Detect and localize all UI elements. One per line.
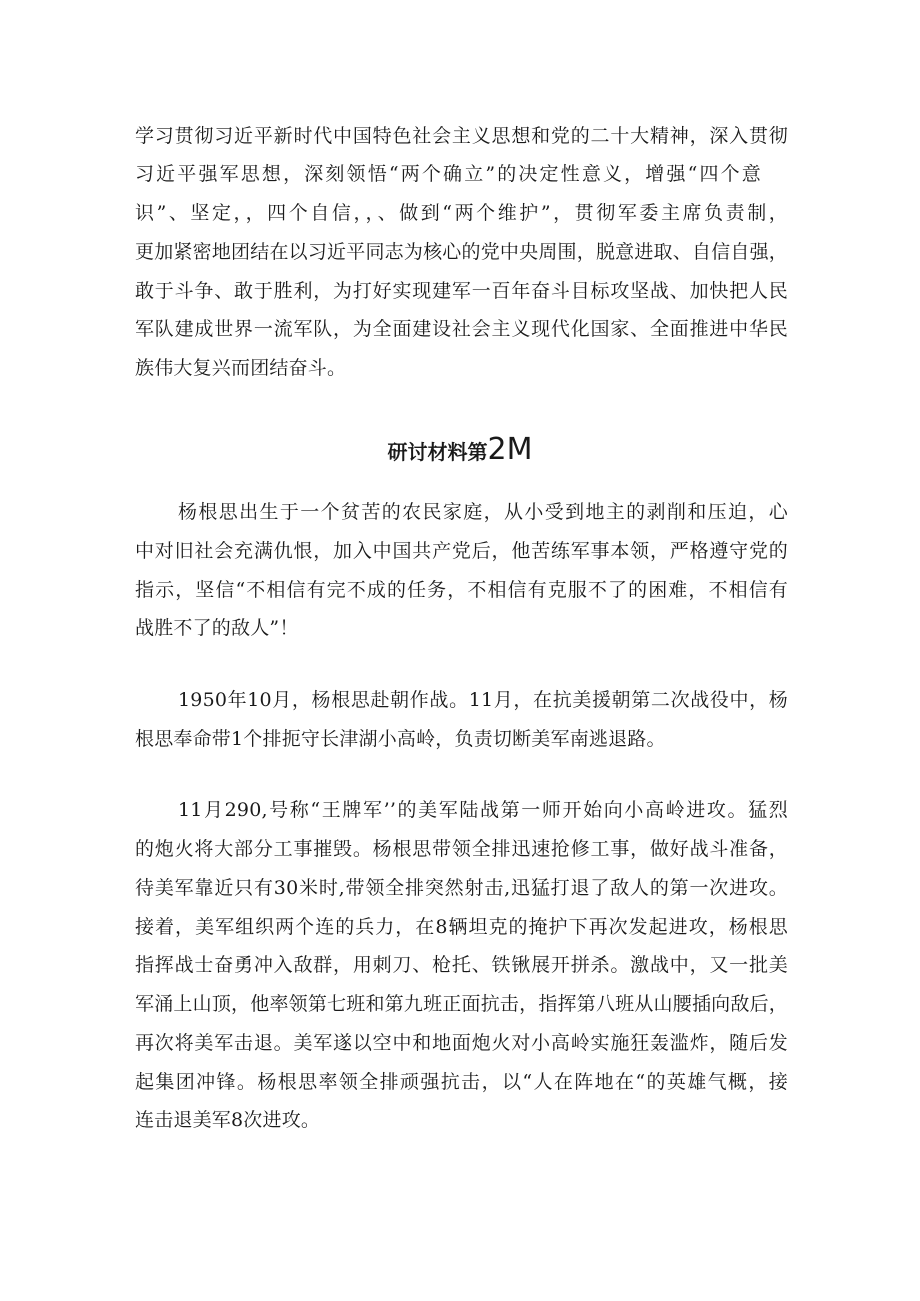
paragraph-2-line: 中对旧社会充满仇恨，加入中国共产党后，他苦练军事本领，严格遵守党的 <box>135 540 788 562</box>
paragraph-4-line: 指挥战士奋勇冲入敌群，用刺刀、枪托、铁锹展开拼杀。激战中，又一批美 <box>135 954 788 976</box>
paragraph-4-line: 连击退美军8次进攻。 <box>135 1109 321 1131</box>
paragraph-1-line: 更加紧密地团结在以习近平同志为核心的党中央周围，脱意进取、自信自强， <box>135 241 788 263</box>
paragraph-4-line: 接着，美军组织两个连的兵力，在8辆坦克的掩护下再次发起进攻，杨根思 <box>135 916 788 938</box>
section-heading <box>0 432 920 470</box>
paragraph-3-line: 根思奉命带1个排扼守长津湖小高岭，负责切断美军南逃退路。 <box>135 728 666 750</box>
paragraph-4-line: 待美军靠近只有30米时,带领全排突然射击,迅猛打退了敌人的第一次进攻。 <box>135 877 788 899</box>
paragraph-4-line: 11月290,号称“王牌军’’的美军陆战第一师开始向小高岭进攻。猛烈 <box>178 799 788 821</box>
paragraph-1-line: 学习贯彻习近平新时代中国特色社会主义思想和党的二十大精神，深入贯彻 <box>135 125 788 147</box>
paragraph-4-line: 的炮火将大部分工事摧毁。杨根思带领全排迅速抢修工事，做好战斗准备， <box>135 838 788 860</box>
heading-suffix: 2M <box>487 432 533 467</box>
paragraph-3-line: 1950年10月，杨根思赴朝作战。11月，在抗美援朝第二次战役中，杨 <box>178 689 788 711</box>
paragraph-1-line: 习近平强军思想，深刻领悟“两个确立”的决定性意义，增强“四个意 <box>135 163 761 185</box>
paragraph-2-line: 指示，坚信“不相信有完不成的任务，不相信有克服不了的困难，不相信有 <box>135 579 788 601</box>
paragraph-4-line: 再次将美军击退。美军遂以空中和地面炮火对小高岭实施狂轰滥炸，随后发 <box>135 1032 788 1054</box>
paragraph-1-line: 族伟大复兴而团结奋斗。 <box>135 357 347 379</box>
paragraph-1-line: 军队建成世界一流军队，为全面建设社会主义现代化国家、全面推进中华民 <box>135 318 788 340</box>
paragraph-2-line: 杨根思出生于一个贫苦的农民家庭，从小受到地主的剥削和压迫，心 <box>178 501 788 523</box>
paragraph-2-line: 战胜不了的敌人”！ <box>135 617 299 639</box>
paragraph-1-line: 识”、坚定，，四个自信，，、做到“两个维护”，贯彻军委主席负责制， <box>135 202 788 224</box>
paragraph-4-line: 军涌上山顶，他率领第七班和第九班正面抗击，指挥第八班从山腰插向敌后， <box>135 993 788 1015</box>
paragraph-1-line: 敢于斗争、敢于胜利，为打好实现建军一百年奋斗目标攻坚战、加快把人民 <box>135 280 788 302</box>
paragraph-4-line: 起集团冲锋。杨根思率领全排顽强抗击，以“人在阵地在“的英雄气概，接 <box>135 1071 788 1093</box>
heading-text: 研讨材料第 <box>387 440 488 464</box>
